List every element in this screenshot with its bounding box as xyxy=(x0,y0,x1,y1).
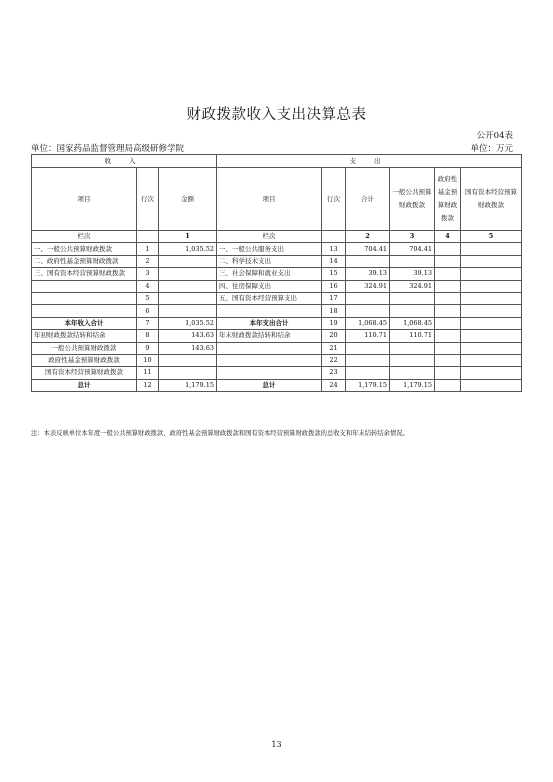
expense-item-cell: 总计 xyxy=(217,379,322,391)
gov-fund-cell xyxy=(435,342,461,354)
expense-item-cell xyxy=(217,367,322,379)
income-amount-cell xyxy=(159,367,217,379)
general-budget-cell xyxy=(390,305,435,317)
state-capital-cell xyxy=(461,243,522,255)
income-line-no-cell: 6 xyxy=(137,305,159,317)
income-amount-cell xyxy=(159,354,217,366)
expense-total-cell xyxy=(346,292,390,304)
state-capital-cell xyxy=(461,280,522,292)
income-amount-cell: 143.63 xyxy=(159,330,217,342)
income-line-no-cell: 11 xyxy=(137,367,159,379)
income-line-no-cell: 3 xyxy=(137,268,159,280)
gov-fund-cell xyxy=(435,280,461,292)
income-item-cell: 三、国有资本经营预算财政拨款 xyxy=(32,268,137,280)
state-capital-cell xyxy=(461,317,522,329)
expense-total-cell xyxy=(346,305,390,317)
gov-fund-cell xyxy=(435,292,461,304)
income-item-cell: 一、一般公共预算财政拨款 xyxy=(32,243,137,255)
col-header-gov-fund: 政府性基金预算财政拨款 xyxy=(435,168,461,231)
income-amount-cell: 143.63 xyxy=(159,342,217,354)
fiscal-summary-table xyxy=(31,154,522,392)
state-capital-cell xyxy=(461,255,522,267)
gov-fund-cell xyxy=(435,268,461,280)
index-c2: 2 xyxy=(346,231,390,243)
expense-total-cell: 110.71 xyxy=(346,330,390,342)
state-capital-cell xyxy=(461,379,522,391)
income-line-no-cell: 4 xyxy=(137,280,159,292)
income-item-cell xyxy=(32,292,137,304)
expense-item-cell: 四、住房保障支出 xyxy=(217,280,322,292)
expense-total-cell: 324.91 xyxy=(346,280,390,292)
income-amount-cell: 1,035.52 xyxy=(159,317,217,329)
table-row xyxy=(32,305,522,317)
general-budget-cell xyxy=(390,354,435,366)
expense-item-cell: 年末财政拨款结转和结余 xyxy=(217,330,322,342)
col-header-line-no: 行次 xyxy=(137,168,159,231)
income-item-cell: 国有资本经营预算财政拨款 xyxy=(32,367,137,379)
state-capital-cell xyxy=(461,305,522,317)
expense-total-cell: 1,179.15 xyxy=(346,379,390,391)
expense-total-cell: 39.13 xyxy=(346,268,390,280)
state-capital-cell xyxy=(461,367,522,379)
col-header-item-expense: 项目 xyxy=(217,168,322,231)
general-budget-cell: 324.91 xyxy=(390,280,435,292)
general-budget-cell: 1,179.15 xyxy=(390,379,435,391)
expense-line-no-cell: 20 xyxy=(322,330,346,342)
expense-item-cell: 本年支出合计 xyxy=(217,317,322,329)
general-budget-cell: 1,068.45 xyxy=(390,317,435,329)
state-capital-cell xyxy=(461,342,522,354)
general-budget-cell xyxy=(390,367,435,379)
income-line-no-cell: 5 xyxy=(137,292,159,304)
expense-line-no-cell: 23 xyxy=(322,367,346,379)
table-row xyxy=(32,292,522,304)
state-capital-cell xyxy=(461,330,522,342)
general-budget-cell xyxy=(390,255,435,267)
index-label: 栏次 xyxy=(32,231,137,243)
general-budget-cell xyxy=(390,292,435,304)
income-item-cell: 一般公共预算财政拨款 xyxy=(32,342,137,354)
gov-fund-cell xyxy=(435,354,461,366)
income-line-no-cell: 2 xyxy=(137,255,159,267)
expense-total-cell: 704.41 xyxy=(346,243,390,255)
col-header-amount: 金额 xyxy=(159,168,217,231)
table-row xyxy=(32,379,522,391)
column-index-row xyxy=(32,231,522,243)
income-amount-cell xyxy=(159,305,217,317)
table-row xyxy=(32,317,522,329)
table-note: 注：本表反映单位本年度一般公共预算财政拨款、政府性基金预算财政拨款和国有资本经营预算财政拨款的总收支和年末结转结余情况。 xyxy=(31,430,409,437)
general-budget-cell: 110.71 xyxy=(390,330,435,342)
table-row xyxy=(32,268,522,280)
col-header-line-no-expense: 行次 xyxy=(322,168,346,231)
expense-total-cell xyxy=(346,367,390,379)
index-empty xyxy=(322,231,346,243)
expense-line-no-cell: 18 xyxy=(322,305,346,317)
income-item-cell xyxy=(32,305,137,317)
expense-section-header: 支 出 xyxy=(217,155,522,168)
table-row xyxy=(32,354,522,366)
document-title: 财政拨款收入支出决算总表 xyxy=(186,107,367,123)
expense-total-cell: 1,068.45 xyxy=(346,317,390,329)
expense-total-cell xyxy=(346,342,390,354)
income-amount-cell xyxy=(159,268,217,280)
section-header-row xyxy=(32,155,522,168)
page-number: 13 xyxy=(271,740,282,749)
gov-fund-cell xyxy=(435,317,461,329)
income-item-cell: 本年收入合计 xyxy=(32,317,137,329)
table-row xyxy=(32,243,522,255)
gov-fund-cell xyxy=(435,255,461,267)
column-header-row xyxy=(32,168,522,231)
gov-fund-cell xyxy=(435,243,461,255)
expense-line-no-cell: 24 xyxy=(322,379,346,391)
col-header-general-budget: 一般公共预算财政拨款 xyxy=(390,168,435,231)
expense-total-cell xyxy=(346,255,390,267)
income-amount-cell xyxy=(159,255,217,267)
index-c5: 5 xyxy=(461,231,522,243)
expense-line-no-cell: 15 xyxy=(322,268,346,280)
income-line-no-cell: 12 xyxy=(137,379,159,391)
income-item-cell: 总计 xyxy=(32,379,137,391)
expense-line-no-cell: 21 xyxy=(322,342,346,354)
general-budget-cell: 39.13 xyxy=(390,268,435,280)
expense-item-cell xyxy=(217,354,322,366)
income-line-no-cell: 1 xyxy=(137,243,159,255)
expense-item-cell xyxy=(217,342,322,354)
gov-fund-cell xyxy=(435,305,461,317)
income-amount-cell: 1,035.52 xyxy=(159,243,217,255)
table-row xyxy=(32,280,522,292)
expense-item-cell: 二、科学技术支出 xyxy=(217,255,322,267)
index-c4: 4 xyxy=(435,231,461,243)
gov-fund-cell xyxy=(435,330,461,342)
index-label-expense: 栏次 xyxy=(217,231,322,243)
income-amount-cell xyxy=(159,280,217,292)
income-line-no-cell: 9 xyxy=(137,342,159,354)
index-c1: 1 xyxy=(159,231,217,243)
col-header-item: 项目 xyxy=(32,168,137,231)
general-budget-cell xyxy=(390,342,435,354)
income-item-cell: 二、政府性基金预算财政拨款 xyxy=(32,255,137,267)
income-section-header: 收 入 xyxy=(32,155,217,168)
income-amount-cell xyxy=(159,292,217,304)
expense-item-cell: 一、一般公共服务支出 xyxy=(217,243,322,255)
gov-fund-cell xyxy=(435,367,461,379)
table-row xyxy=(32,367,522,379)
table-row xyxy=(32,255,522,267)
expense-line-no-cell: 13 xyxy=(322,243,346,255)
income-item-cell xyxy=(32,280,137,292)
expense-line-no-cell: 17 xyxy=(322,292,346,304)
income-line-no-cell: 8 xyxy=(137,330,159,342)
expense-line-no-cell: 16 xyxy=(322,280,346,292)
state-capital-cell xyxy=(461,268,522,280)
expense-item-cell: 三、社会保障和就业支出 xyxy=(217,268,322,280)
expense-line-no-cell: 19 xyxy=(322,317,346,329)
expense-line-no-cell: 22 xyxy=(322,354,346,366)
income-line-no-cell: 7 xyxy=(137,317,159,329)
income-amount-cell: 1,179.15 xyxy=(159,379,217,391)
expense-item-cell: 五、国有资本经营预算支出 xyxy=(217,292,322,304)
expense-line-no-cell: 14 xyxy=(322,255,346,267)
expense-item-cell xyxy=(217,305,322,317)
income-line-no-cell: 10 xyxy=(137,354,159,366)
index-c3: 3 xyxy=(390,231,435,243)
form-code: 公开04表 xyxy=(476,131,513,141)
gov-fund-cell xyxy=(435,379,461,391)
currency-label: 单位：万元 xyxy=(470,144,513,154)
state-capital-cell xyxy=(461,292,522,304)
unit-label: 单位：国家药品监督管理局高级研修学院 xyxy=(31,144,185,154)
income-item-cell: 年初财政拨款结转和结余 xyxy=(32,330,137,342)
income-item-cell: 政府性基金预算财政拨款 xyxy=(32,354,137,366)
state-capital-cell xyxy=(461,354,522,366)
table-row xyxy=(32,330,522,342)
expense-total-cell xyxy=(346,354,390,366)
index-empty xyxy=(137,231,159,243)
col-header-state-capital: 国有资本经营预算财政拨款 xyxy=(461,168,522,231)
general-budget-cell: 704.41 xyxy=(390,243,435,255)
table-row xyxy=(32,342,522,354)
col-header-total: 合计 xyxy=(346,168,390,231)
